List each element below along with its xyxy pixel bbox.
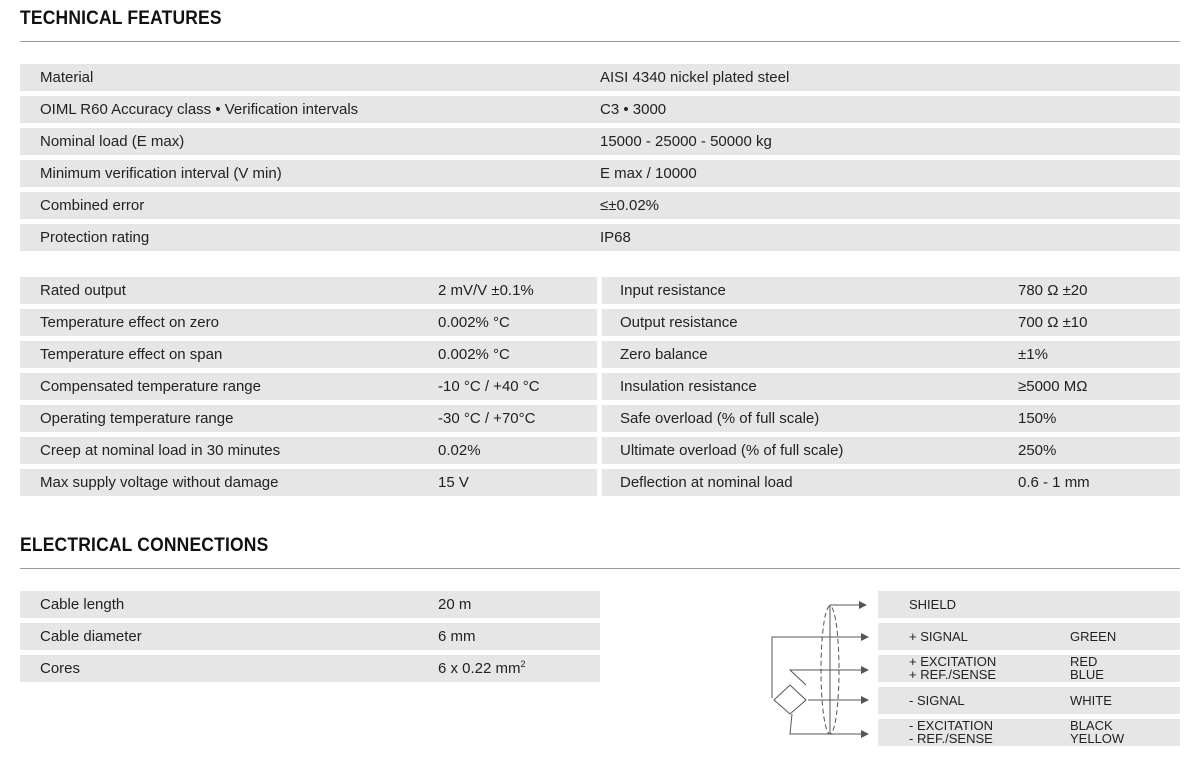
technical-features-title: TECHNICAL FEATURES	[20, 8, 222, 29]
spec-label: Nominal load (E max)	[40, 133, 185, 150]
table-row	[20, 64, 1180, 91]
wire-signal-secondary: - REF./SENSE	[909, 730, 993, 746]
table-row	[20, 224, 1180, 251]
table-row	[20, 437, 597, 464]
spec-label: Combined error	[40, 197, 145, 214]
spec-value: 15 V	[438, 474, 469, 491]
cores-superscript: 2	[520, 659, 526, 669]
table-row	[20, 405, 597, 432]
wiring-row-plus-excitation	[878, 655, 1180, 682]
spec-value: -10 °C / +40 °C	[438, 378, 540, 395]
spec-label: Creep at nominal load in 30 minutes	[40, 442, 281, 459]
spec-label: Rated output	[40, 282, 126, 299]
spec-value: 0.6 - 1 mm	[1018, 474, 1090, 491]
wire-color: RED	[1070, 654, 1098, 669]
wiring-row-plus-signal	[878, 623, 1180, 650]
spec-value: C3 • 3000	[600, 101, 667, 118]
spec-value: E max / 10000	[600, 165, 697, 182]
wire-signal: - SIGNAL	[909, 693, 965, 708]
table-row	[20, 128, 1180, 155]
table-row	[20, 341, 597, 368]
table-row	[602, 309, 1180, 336]
table-row	[20, 655, 600, 682]
spec-value: AISI 4340 nickel plated steel	[600, 69, 790, 86]
table-row	[20, 591, 600, 618]
wire-signal: SHIELD	[909, 597, 956, 612]
spec-label: Compensated temperature range	[40, 378, 261, 395]
spec-label: Operating temperature range	[40, 410, 234, 427]
spec-value: 6 mm	[438, 628, 476, 645]
spec-value: 780 Ω ±20	[1018, 282, 1088, 299]
spec-value: 700 Ω ±10	[1018, 314, 1088, 331]
electrical-connections-divider	[20, 568, 1180, 569]
spec-label: Deflection at nominal load	[620, 474, 793, 491]
wire-color-secondary: YELLOW	[1070, 730, 1125, 746]
spec-value: IP68	[600, 229, 631, 246]
spec-value: 150%	[1018, 410, 1057, 427]
spec-label: Cable diameter	[40, 628, 142, 645]
spec-label: Protection rating	[40, 229, 150, 246]
spec-label: Input resistance	[620, 282, 726, 299]
wire-signal: + SIGNAL	[909, 629, 968, 644]
spec-value: 0.02%	[438, 442, 481, 459]
table-row	[20, 623, 600, 650]
spec-label: Material	[40, 69, 94, 86]
wire-signal: - EXCITATION	[909, 718, 994, 733]
spec-value: 20 m	[438, 596, 472, 613]
table-row	[20, 309, 597, 336]
spec-value: 0.002% °C	[438, 314, 510, 331]
table-row	[602, 405, 1180, 432]
wire-signal-secondary: + REF./SENSE	[909, 666, 997, 682]
spec-label: Safe overload (% of full scale)	[620, 410, 820, 427]
wire-color: GREEN	[1070, 629, 1117, 644]
spec-label: Cores	[40, 660, 81, 677]
spec-value	[438, 655, 526, 682]
spec-label: Temperature effect on zero	[40, 314, 219, 331]
spec-value: ±1%	[1018, 346, 1048, 363]
table-row	[602, 437, 1180, 464]
spec-label: Cable length	[40, 596, 125, 613]
table-row	[20, 192, 1180, 219]
table-row	[602, 373, 1180, 400]
spec-value: -30 °C / +70°C	[438, 410, 536, 427]
spec-label: Minimum verification interval (V min)	[40, 165, 282, 182]
table-row	[602, 341, 1180, 368]
spec-value: 15000 - 25000 - 50000 kg	[600, 133, 772, 150]
wire-color-secondary: BLUE	[1070, 666, 1104, 682]
table-row	[602, 277, 1180, 304]
table-row	[20, 373, 597, 400]
cores-value: 6 x 0.22 mm	[438, 660, 521, 677]
minus-excitation-wire	[790, 714, 868, 734]
wiring-diagram	[768, 592, 878, 762]
plus-excitation-wire	[790, 670, 868, 685]
spec-label: Output resistance	[620, 314, 738, 331]
spec-label: Zero balance	[620, 346, 708, 363]
technical-features-divider	[20, 41, 1180, 42]
wiring-row-minus-excitation	[878, 719, 1180, 746]
spec-value: ≤±0.02%	[600, 197, 659, 214]
table-row	[20, 160, 1180, 187]
spec-label: Temperature effect on span	[40, 346, 223, 363]
wire-color: WHITE	[1070, 693, 1112, 708]
wire-color: BLACK	[1070, 718, 1113, 733]
wiring-row-minus-signal	[878, 687, 1180, 714]
table-row	[20, 96, 1180, 123]
electrical-connections-title: ELECTRICAL CONNECTIONS	[20, 535, 269, 556]
spec-value: ≥5000 MΩ	[1018, 378, 1088, 395]
spec-value: 0.002% °C	[438, 346, 510, 363]
bridge-diamond	[774, 685, 806, 714]
table-row	[20, 277, 597, 304]
wiring-row-shield	[878, 591, 1180, 618]
spec-label: OIML R60 Accuracy class • Verification intervals	[40, 101, 359, 118]
table-row	[602, 469, 1180, 496]
table-row	[20, 469, 597, 496]
spec-label: Ultimate overload (% of full scale)	[620, 442, 844, 459]
spec-value: 2 mV/V ±0.1%	[438, 282, 534, 299]
wire-signal: + EXCITATION	[909, 654, 997, 669]
spec-label: Max supply voltage without damage	[40, 474, 279, 491]
spec-label: Insulation resistance	[620, 378, 757, 395]
spec-value: 250%	[1018, 442, 1057, 459]
